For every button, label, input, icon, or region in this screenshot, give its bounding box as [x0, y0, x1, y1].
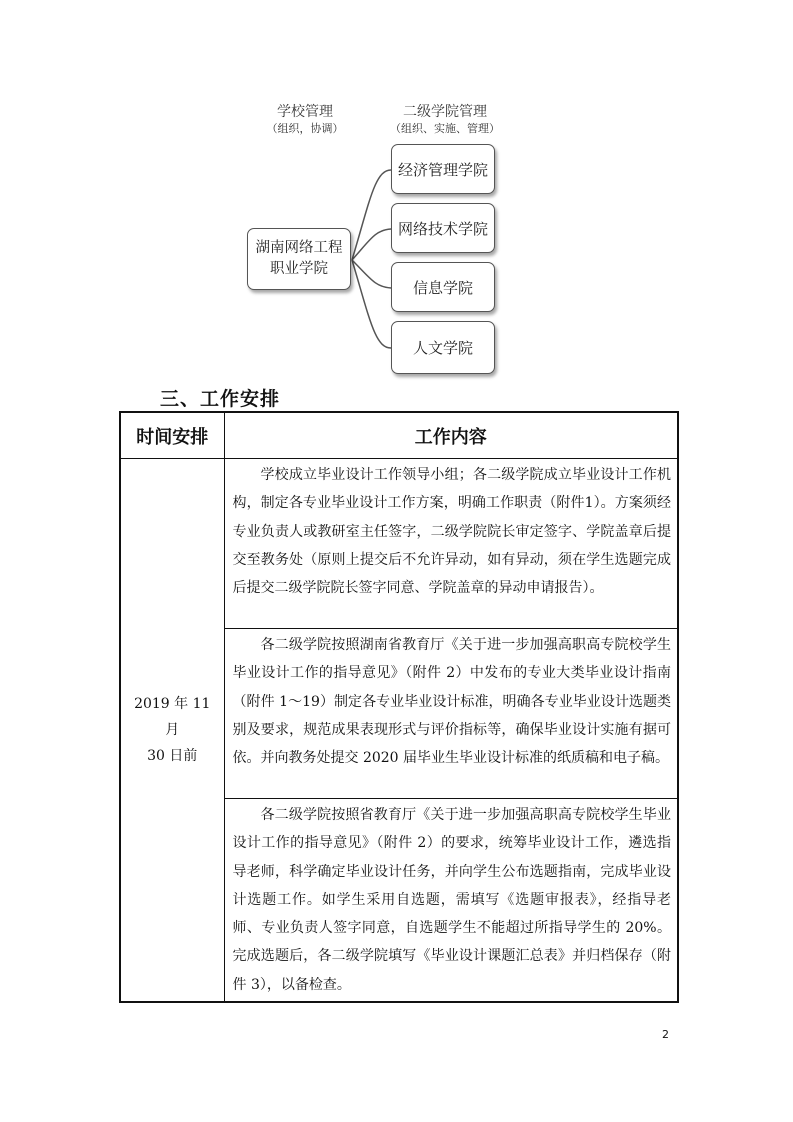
time-line2: 30 日前 [147, 748, 198, 765]
school-management-title: 学校管理 [277, 104, 333, 120]
economic-management-box: 经济管理学院 [391, 144, 495, 194]
content-cell-1 [224, 459, 678, 629]
content-cell-2 [224, 629, 678, 799]
content-cell-3 [224, 799, 678, 1003]
time-line1: 2019 年 11 月 [134, 696, 211, 739]
content-paragraph-1: 学校成立毕业设计工作领导小组；各二级学院成立毕业设计工作机构，制定各专业毕业设计工作方案，明确工作职责（附件1）。方案须经专业负责人或教研室主任签字，二级学院院长审定签字、学院盖章后提交至教务处（原则上提交后不允许异动，如有异动，须在学生选题完成后提交二级学院院长签字同意、学院盖章的异动申请报告）。 [232, 467, 671, 597]
college-management-subtitle: （组织、实施、管理） [390, 122, 500, 135]
school-management-subtitle: （组织，协调） [266, 122, 344, 135]
network-technology-box: 网络技术学院 [391, 203, 495, 253]
content-paragraph-2: 各二级学院按照湖南省教育厅《关于进一步加强高职高专院校学生毕业设计工作的指导意见》（附件 2）中发布的专业大类毕业设计指南（附件 1～19）制定各专业毕业设计标准，明确各专业毕业设计选题类别及要求，规范成果表现形式与评价指标等，确保毕业设计实施有据可依。并向教务处提交 2020 届毕业生毕业设计标准的纸质稿和电子稿。 [232, 637, 671, 767]
college-root-box [247, 228, 351, 290]
time-cell [120, 459, 224, 1003]
college-root-line1: 湖南网络工程 [255, 240, 343, 256]
section-heading: 三、工作安排 [160, 388, 281, 410]
information-college-box: 信息学院 [391, 262, 495, 312]
org-diagram [0, 0, 793, 400]
time-column-header: 时间安排 [120, 412, 224, 459]
content-paragraph-3: 各二级学院按照省教育厅《关于进一步加强高职高专院校学生毕业设计工作的指导意见》（附件 2）的要求，统筹毕业设计工作，遴选指导老师，科学确定毕业设计任务，并向学生公布选题指南，完成毕业设计选题工作。如学生采用自选题，需填写《选题审报表》，经指导老师、专业负责人签字同意，自选题学生不能超过所指导学生的 20%。完成选题后，各二级学院填写《毕业设计课题汇总表》并归档保存（附件 3），以备检查。 [232, 807, 671, 993]
college-management-title: 二级学院管理 [403, 104, 487, 120]
table-header-row [120, 412, 678, 459]
table-row [120, 459, 678, 629]
content-column-header: 工作内容 [224, 412, 678, 459]
page-number: 2 [662, 1028, 669, 1041]
humanities-college-box: 人文学院 [391, 321, 495, 374]
schedule-table [119, 411, 679, 1003]
college-root-line2: 职业学院 [270, 261, 328, 277]
